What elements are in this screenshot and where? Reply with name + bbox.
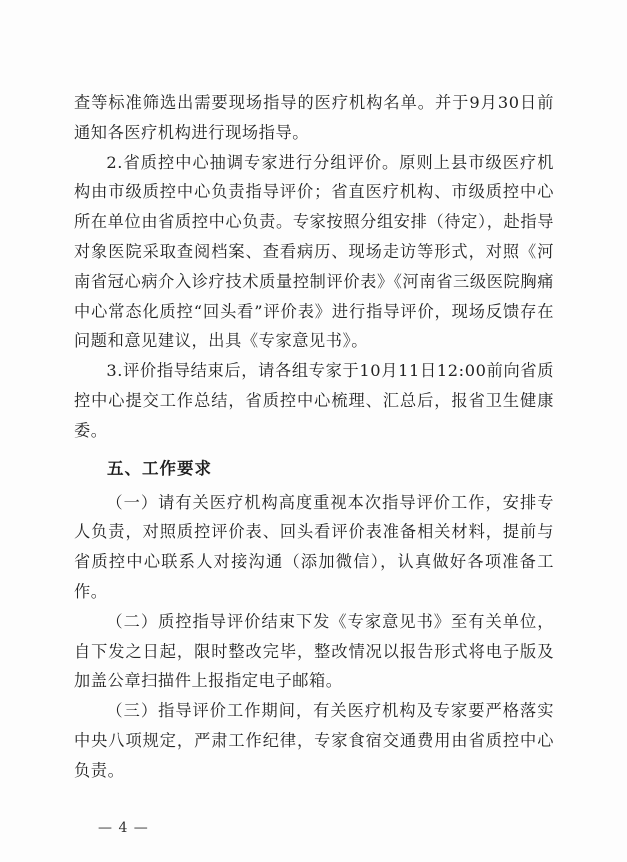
requirement-1: （一）请有关医疗机构高度重视本次指导评价工作，安排专人负责，对照质控评价表、回头看评价表准备相关材料，提前与省质控中心联系人对接沟通（添加微信），认真做好各项准备工作。 xyxy=(74,492,554,601)
paragraph-continuation: 查等标准筛选出需要现场指导的医疗机构名单。并于9月30日前通知各医疗机构进行现场指导。 xyxy=(74,93,554,142)
paragraph-item-3: 3.评价指导结束后，请各组专家于10月11日12:00前向省质控中心提交工作总结，省质控中心梳理、汇总后，报省卫生健康委。 xyxy=(74,361,554,440)
page-number: — 4 — xyxy=(98,820,149,836)
paragraph-item-2: 2.省质控中心抽调专家进行分组评价。原则上县市级医疗机构由市级质控中心负责指导评价；省直医疗机构、市级质控中心所在单位由省质控中心负责。专家按照分组安排（待定），赴指导对象医院采取查阅档案、查看病历、现场走访等形式，对照《河南省冠心病介入诊疗技术质量控制评价表》《河南省三级医院胸痛中心常态化质控“回头看”评价表》进行指导评价，现场反馈存在问题和意见建议，出具《专家意见书》。 xyxy=(74,152,554,351)
document-body xyxy=(74,88,554,786)
requirement-2: （二）质控指导评价结束下发《专家意见书》至有关单位，自下发之日起，限时整改完毕，整改情况以报告形式将电子版及加盖公章扫描件上报指定电子邮箱。 xyxy=(74,611,554,691)
section-heading: 五、工作要求 xyxy=(107,458,212,478)
requirement-3: （三）指导评价工作期间，有关医疗机构及专家要严格落实中央八项规定，严肃工作纪律，专家食宿交通费用由省质控中心负责。 xyxy=(74,701,554,780)
